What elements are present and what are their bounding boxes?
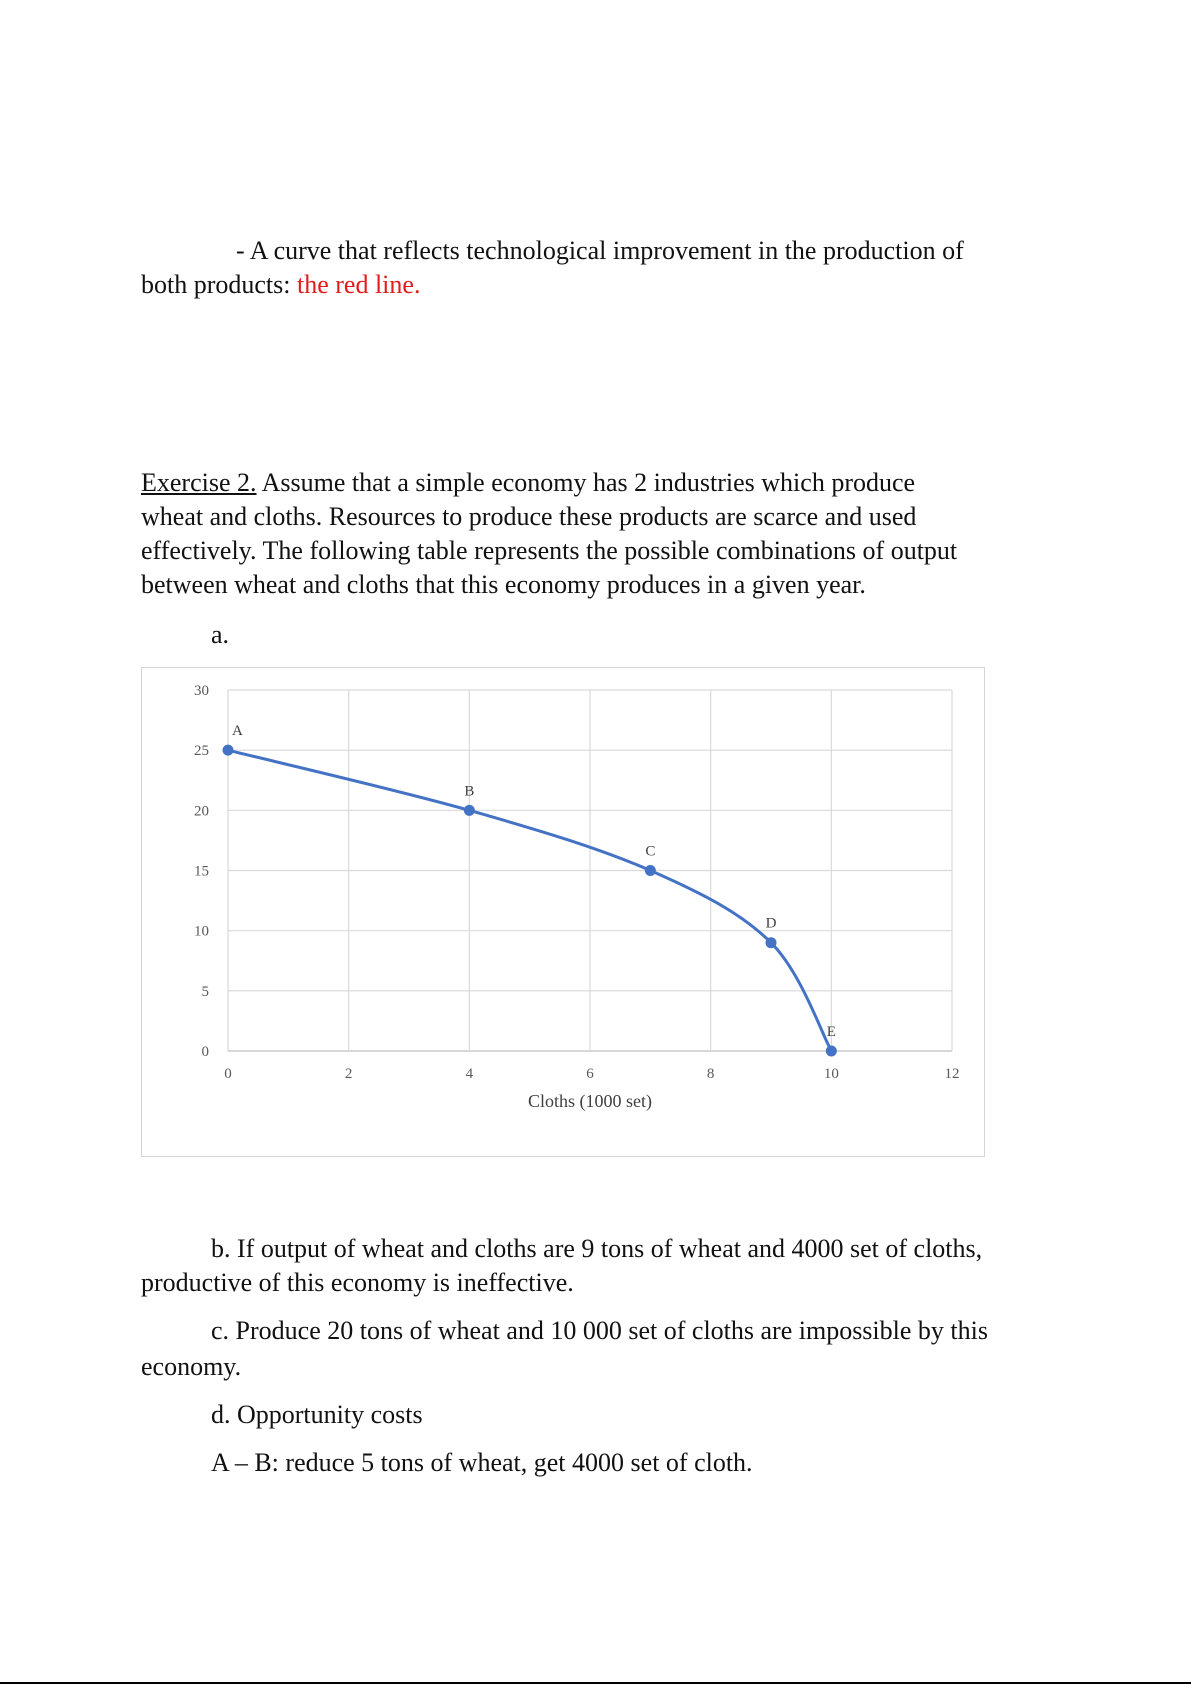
- bullet-line-2-text: both products:: [141, 270, 297, 299]
- ppf-curve-line: [228, 750, 831, 1051]
- point-label-d: D: [765, 915, 777, 932]
- y-tick-label: 20: [194, 803, 209, 820]
- point-label-c: C: [645, 843, 656, 860]
- part-d-heading: d. Opportunity costs: [211, 1400, 423, 1429]
- ppf-chart-svg: [142, 668, 986, 1158]
- exercise-line-3: effectively. The following table represents the possible combinations of output: [141, 536, 958, 565]
- point-label-a: A: [232, 723, 243, 740]
- y-tick-label: 10: [194, 923, 209, 940]
- x-tick-label: 2: [344, 1066, 353, 1082]
- part-a-label: a.: [211, 620, 230, 649]
- y-tick-label: 0: [201, 1044, 209, 1060]
- page-bottom-rule: [0, 1682, 1191, 1684]
- bullet-line-1: - A curve that reflects technological improvement in the production of: [236, 236, 964, 265]
- exercise-line-2: wheat and cloths. Resources to produce these products are scarce and used: [141, 502, 917, 531]
- data-point-a: [223, 745, 234, 756]
- exercise-line-4: between wheat and cloths that this economy produces in a given year.: [141, 570, 866, 599]
- x-tick-label: 10: [823, 1066, 839, 1082]
- part-b-line-1: b. If output of wheat and cloths are 9 tons of wheat and 4000 set of cloths,: [211, 1234, 983, 1263]
- point-label-b: B: [464, 783, 475, 800]
- x-tick-label: 8: [706, 1066, 715, 1082]
- part-c-line-2: economy.: [141, 1352, 242, 1381]
- exercise-line-1-text: Assume that a simple economy has 2 industries which produce: [256, 468, 916, 497]
- x-tick-label: 6: [586, 1066, 594, 1082]
- part-d-a-b: A – B: reduce 5 tons of wheat, get 4000 set of cloth.: [211, 1448, 753, 1477]
- part-b-line-2: productive of this economy is ineffective.: [141, 1268, 574, 1297]
- x-axis-label: Cloths (1000 set): [528, 1091, 652, 1111]
- y-tick-label: 5: [201, 983, 209, 1000]
- data-point-b: [464, 805, 475, 816]
- x-tick-label: 12: [944, 1066, 960, 1082]
- data-point-c: [645, 865, 656, 876]
- exercise-line-1: [141, 466, 915, 500]
- y-tick-label: 30: [194, 683, 209, 699]
- data-point-e: [826, 1046, 837, 1057]
- y-tick-label: 25: [194, 743, 209, 760]
- red-line-highlight: the red line.: [297, 270, 421, 299]
- part-c-line-1: c. Produce 20 tons of wheat and 10 000 set of cloths are impossible by this: [211, 1316, 988, 1345]
- exercise-label: Exercise 2.: [141, 468, 257, 497]
- point-label-e: E: [826, 1024, 836, 1040]
- y-tick-label: 15: [194, 863, 209, 880]
- x-tick-label: 0: [224, 1066, 232, 1082]
- data-point-d: [766, 937, 777, 948]
- x-tick-label: 4: [465, 1066, 474, 1082]
- bullet-line-2: [141, 268, 420, 302]
- ppf-chart: [141, 667, 985, 1157]
